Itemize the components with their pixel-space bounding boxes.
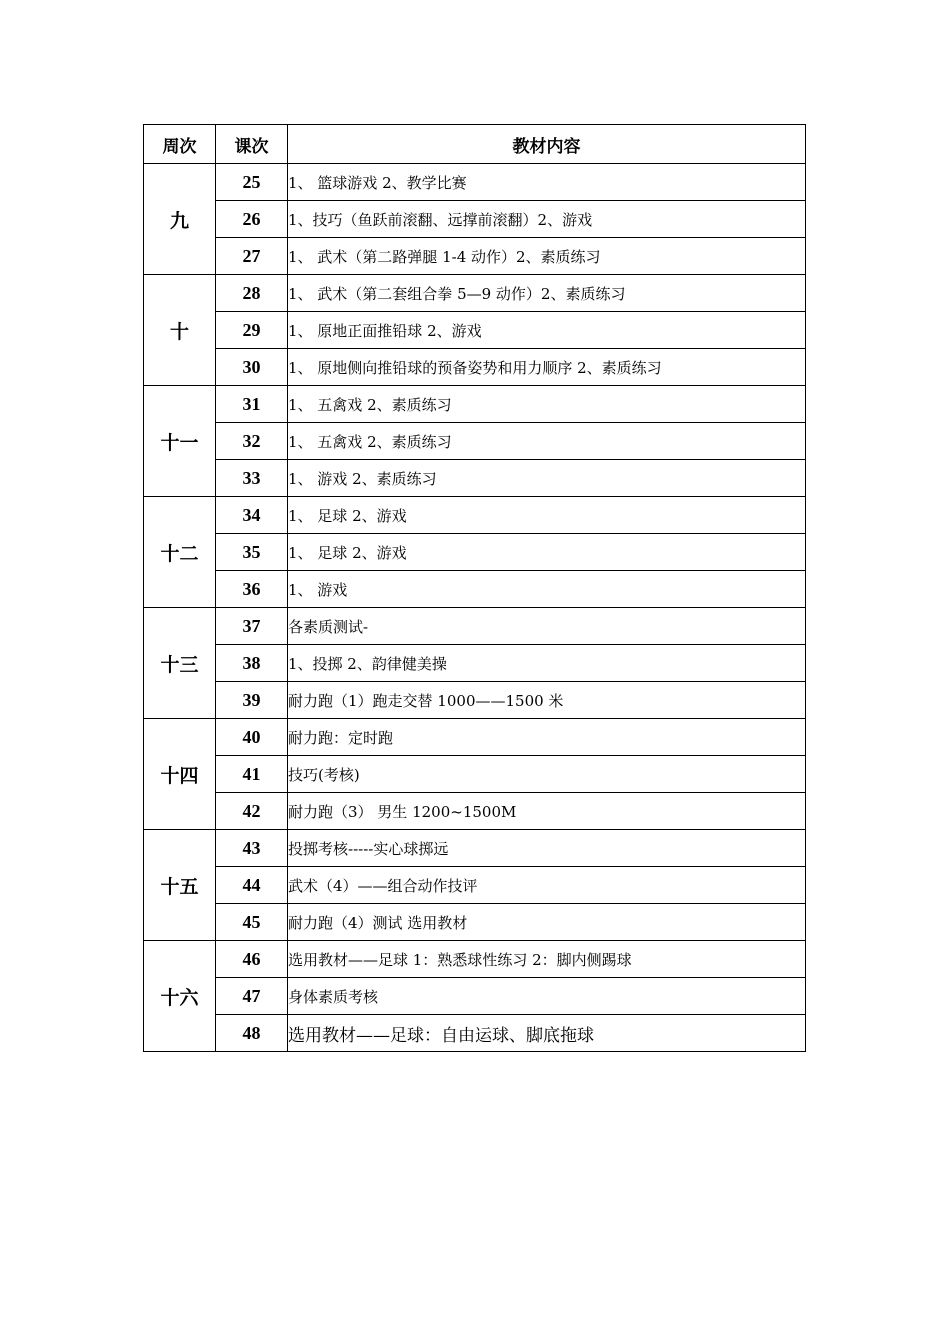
table-row: [144, 682, 806, 719]
lesson-content: 技巧(考核): [288, 756, 806, 793]
header-week: 周次: [144, 125, 216, 164]
lesson-number: 42: [216, 793, 288, 830]
lesson-content: 1、技巧（鱼跃前滚翻、远撑前滚翻）2、游戏: [288, 201, 806, 238]
lesson-number: 44: [216, 867, 288, 904]
lesson-content: 身体素质考核: [288, 978, 806, 1015]
table-row: [144, 497, 806, 534]
lesson-content: 1、 游戏: [288, 571, 806, 608]
table-row: [144, 238, 806, 275]
table-row: [144, 164, 806, 201]
table-row: [144, 978, 806, 1015]
lesson-content: 耐力跑：定时跑: [288, 719, 806, 756]
week-cell: 十二: [144, 497, 216, 608]
table-header-row: [144, 125, 806, 164]
lesson-number: 41: [216, 756, 288, 793]
lesson-number: 32: [216, 423, 288, 460]
lesson-number: 28: [216, 275, 288, 312]
lesson-number: 34: [216, 497, 288, 534]
lesson-content: 1、 五禽戏 2、素质练习: [288, 386, 806, 423]
lesson-number: 27: [216, 238, 288, 275]
lesson-number: 35: [216, 534, 288, 571]
lesson-content: 各素质测试-: [288, 608, 806, 645]
lesson-content: 1、 原地正面推铅球 2、游戏: [288, 312, 806, 349]
lesson-content: 武术（4）——组合动作技评: [288, 867, 806, 904]
lesson-content: 1、 五禽戏 2、素质练习: [288, 423, 806, 460]
table-row: [144, 1015, 806, 1052]
lesson-schedule-table: [143, 124, 806, 1052]
lesson-number: 25: [216, 164, 288, 201]
lesson-number: 31: [216, 386, 288, 423]
table-row: [144, 349, 806, 386]
table-row: [144, 423, 806, 460]
week-cell: 十: [144, 275, 216, 386]
lesson-content: 1、 武术（第二路弹腿 1-4 动作）2、素质练习: [288, 238, 806, 275]
table-row: [144, 460, 806, 497]
lesson-content: 1、 篮球游戏 2、教学比赛: [288, 164, 806, 201]
lesson-content: 1、 武术（第二套组合拳 5—9 动作）2、素质练习: [288, 275, 806, 312]
lesson-number: 43: [216, 830, 288, 867]
table-row: [144, 941, 806, 978]
lesson-number: 47: [216, 978, 288, 1015]
lesson-number: 48: [216, 1015, 288, 1052]
lesson-number: 30: [216, 349, 288, 386]
lesson-content: 耐力跑（4）测试 选用教材: [288, 904, 806, 941]
lesson-content: 1、 原地侧向推铅球的预备姿势和用力顺序 2、素质练习: [288, 349, 806, 386]
week-cell: 十六: [144, 941, 216, 1052]
lesson-content: 耐力跑（3） 男生 1200~1500M: [288, 793, 806, 830]
table-row: [144, 793, 806, 830]
lesson-number: 36: [216, 571, 288, 608]
table-row: [144, 201, 806, 238]
table-row: [144, 719, 806, 756]
table-row: [144, 386, 806, 423]
lesson-number: 45: [216, 904, 288, 941]
lesson-content: 1、 游戏 2、素质练习: [288, 460, 806, 497]
lesson-content: 1、投掷 2、韵律健美操: [288, 645, 806, 682]
table-row: [144, 312, 806, 349]
week-cell: 九: [144, 164, 216, 275]
lesson-content: 1、 足球 2、游戏: [288, 534, 806, 571]
week-cell: 十三: [144, 608, 216, 719]
week-cell: 十一: [144, 386, 216, 497]
table-row: [144, 645, 806, 682]
lesson-number: 37: [216, 608, 288, 645]
table-row: [144, 904, 806, 941]
table-row: [144, 756, 806, 793]
lesson-number: 46: [216, 941, 288, 978]
lesson-number: 39: [216, 682, 288, 719]
week-cell: 十五: [144, 830, 216, 941]
lesson-number: 29: [216, 312, 288, 349]
lesson-number: 38: [216, 645, 288, 682]
lesson-content: 选用教材——足球：自由运球、脚底拖球: [288, 1015, 806, 1052]
header-content: 教材内容: [288, 125, 806, 164]
lesson-number: 26: [216, 201, 288, 238]
header-lesson: 课次: [216, 125, 288, 164]
table-row: [144, 830, 806, 867]
week-cell: 十四: [144, 719, 216, 830]
lesson-content: 选用教材——足球 1：熟悉球性练习 2：脚内侧踢球: [288, 941, 806, 978]
lesson-content: 1、 足球 2、游戏: [288, 497, 806, 534]
table-row: [144, 534, 806, 571]
table-row: [144, 275, 806, 312]
lesson-content: 耐力跑（1）跑走交替 1000——1500 米: [288, 682, 806, 719]
lesson-content: 投掷考核-----实心球掷远: [288, 830, 806, 867]
lesson-number: 40: [216, 719, 288, 756]
lesson-number: 33: [216, 460, 288, 497]
table-row: [144, 571, 806, 608]
table-row: [144, 867, 806, 904]
table-row: [144, 608, 806, 645]
